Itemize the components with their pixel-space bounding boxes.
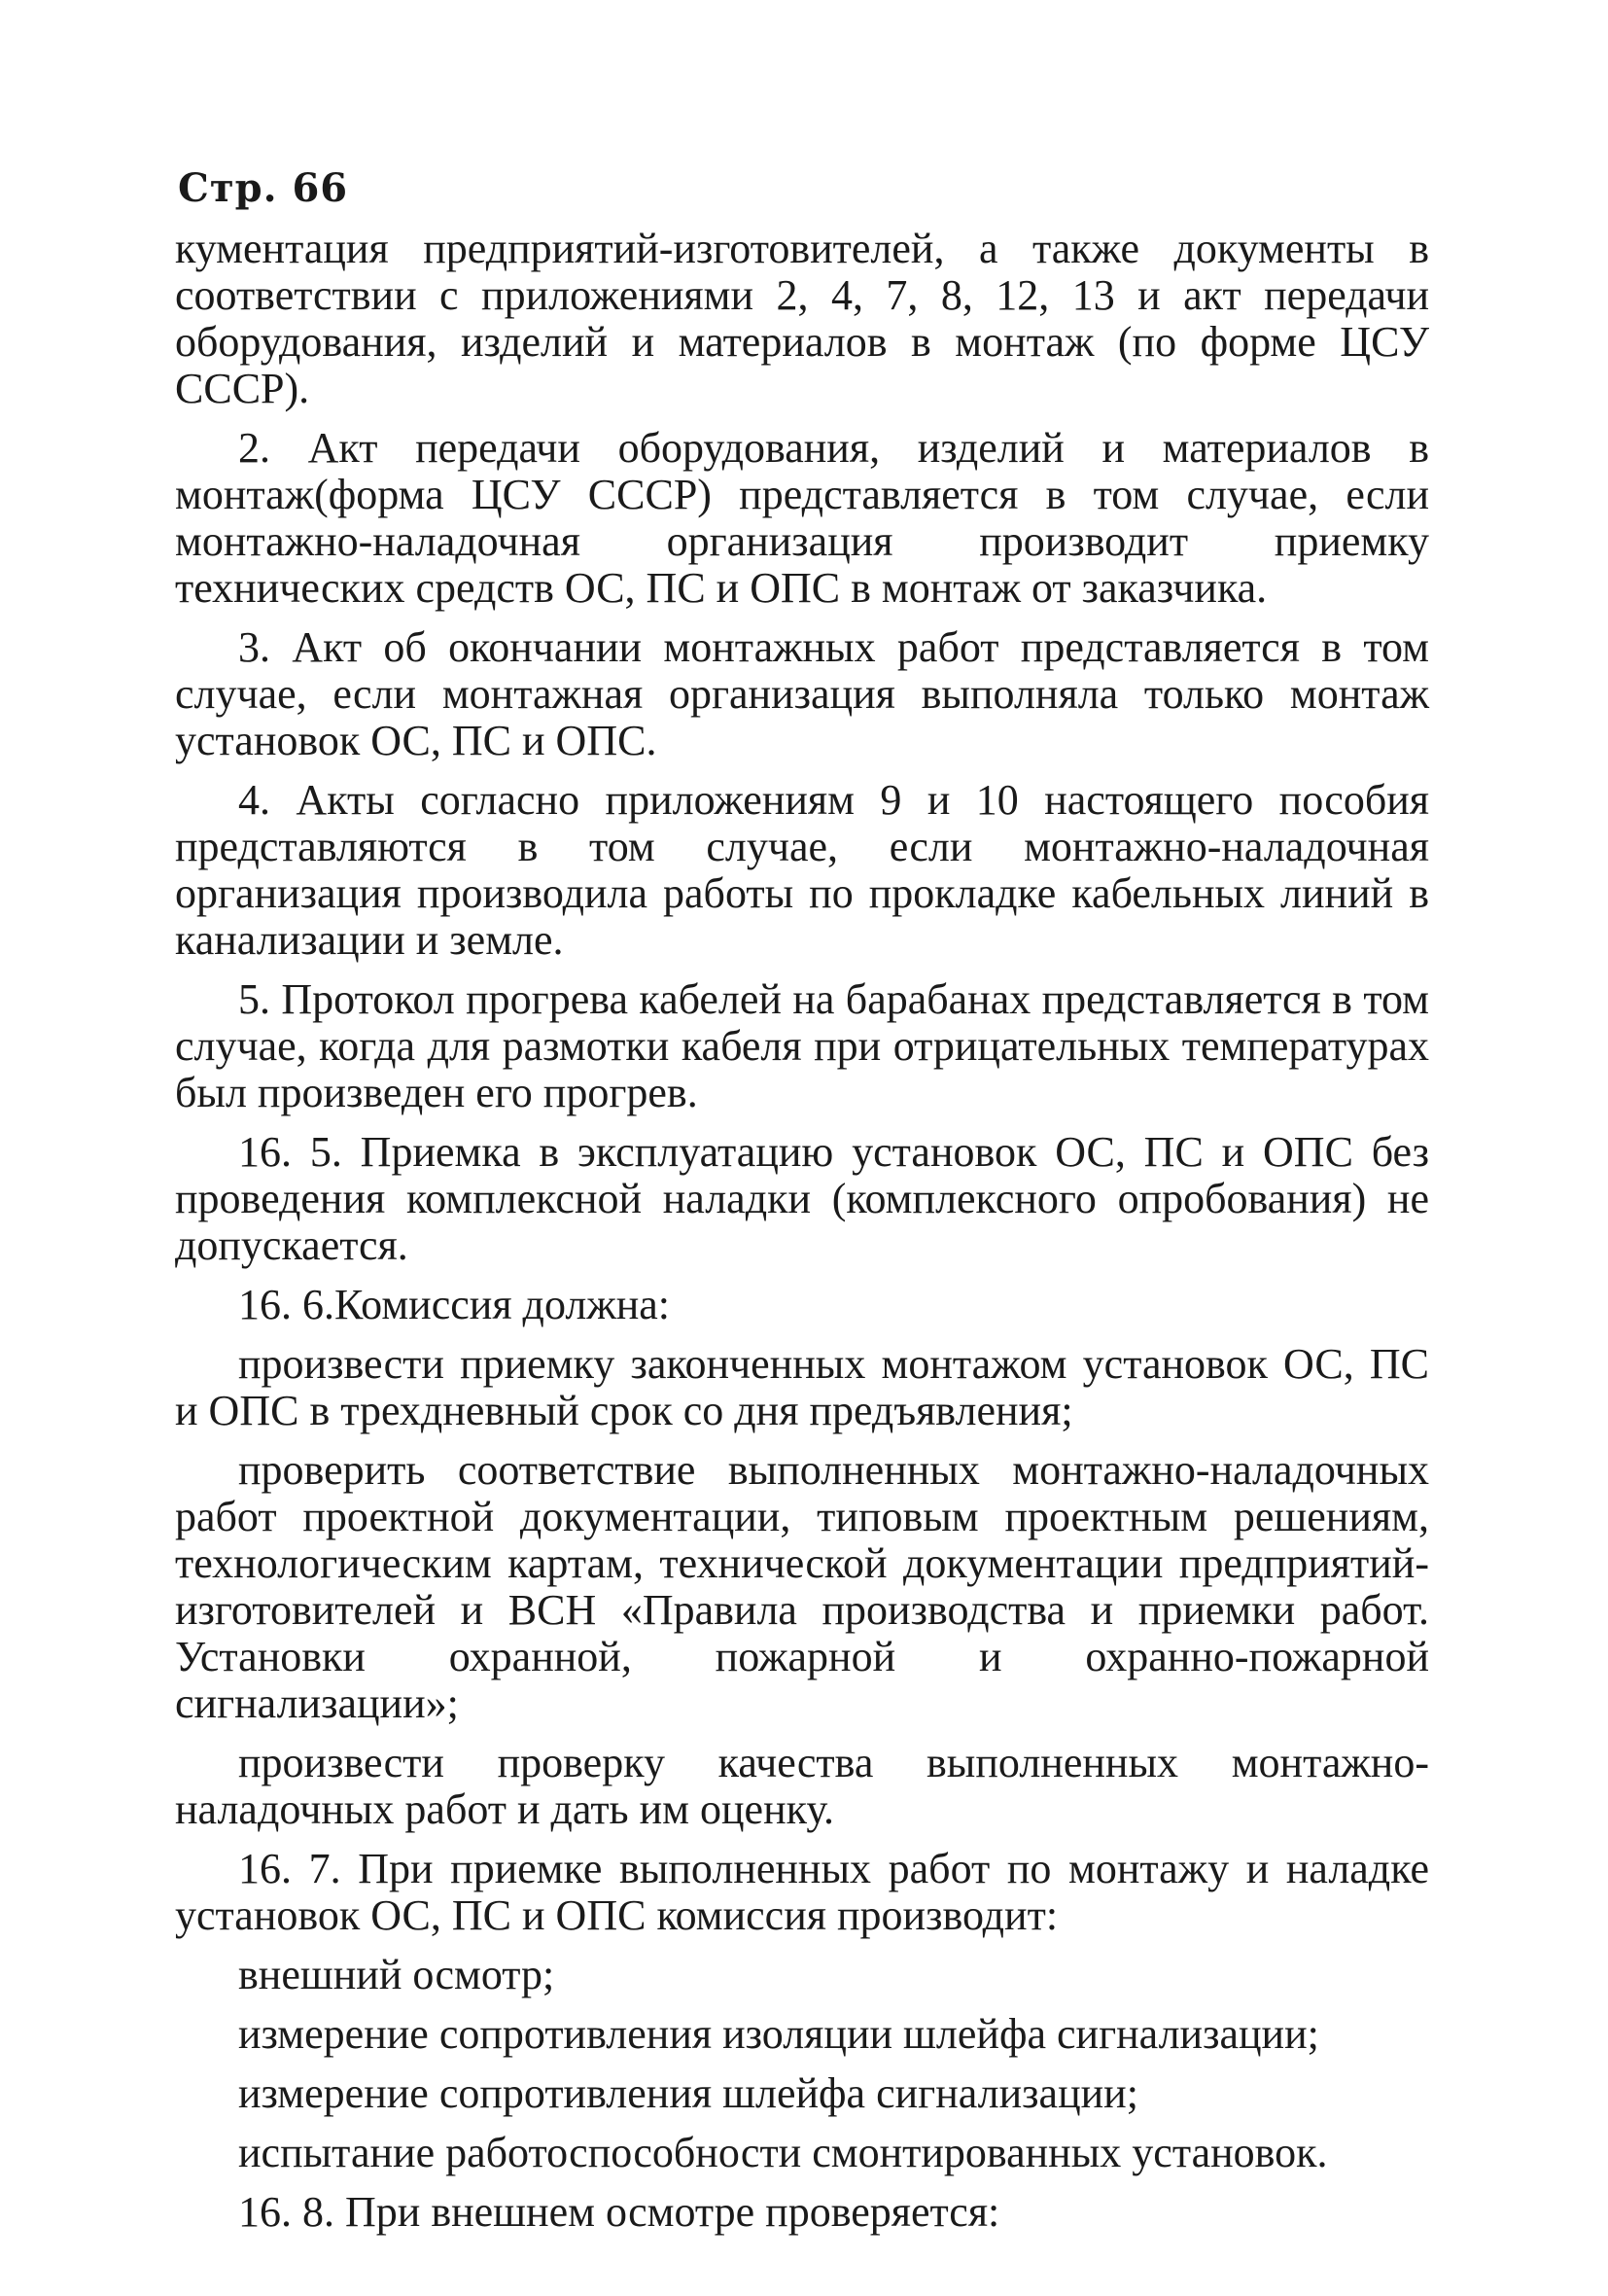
list-item-testing: испытание работоспособности смонтированных установок. [238, 2129, 1328, 2176]
paragraph-16-6: 16. 6.Комиссия должна: [238, 1281, 671, 1328]
paragraph-continuation: кументация предприятий-изготовителей, а также документы в соответствии с приложениями 2, 4, 7, 8, 12, 13 и акт передачи оборудования, изделий и материалов в монтаж (по форме ЦСУ СССР). [175, 225, 1429, 412]
paragraph-duty-verify: проверить соответствие выполненных монтажно-наладочных работ проектной документации, типовым проектным решениям, технологическим картам, технической документации предприятий-изготовителей и ВСН «Правила производства и приемки работ. Установки охранной, пожарной и охранно-пожарной сигнализации»; [175, 1446, 1429, 1727]
list-item-resistance: измерение сопротивления шлейфа сигнализации; [238, 2069, 1138, 2117]
paragraph-duty-quality: произвести проверку качества выполненных монтажно-наладочных работ и дать им оценку. [175, 1739, 1429, 1833]
body-text [175, 226, 1429, 2236]
list-item-inspection: внешний осмотр; [238, 1951, 555, 1998]
paragraph-item-5: 5. Протокол прогрева кабелей на барабанах представляется в том случае, когда для размотки кабеля при отрицательных температурах был произведен его прогрев. [175, 975, 1429, 1116]
list-item-insulation: измерение сопротивления изоляции шлейфа сигнализации; [238, 2010, 1319, 2058]
paragraph-16-5: 16. 5. Приемка в эксплуатацию установок ОС, ПС и ОПС без проведения комплексной наладки (комплексного опробования) не допускается. [175, 1128, 1429, 1269]
paragraph-16-8: 16. 8. При внешнем осмотре проверяется: [238, 2188, 1000, 2236]
paragraph-item-3: 3. Акт об окончании монтажных работ представляется в том случае, если монтажная организация выполняла только монтаж установок ОС, ПС и ОПС. [175, 623, 1429, 764]
paragraph-duty-accept: произвести приемку законченных монтажом установок ОС, ПС и ОПС в трехдневный срок со дня предъявления; [175, 1340, 1429, 1434]
paragraph-item-4: 4. Акты согласно приложениям 9 и 10 настоящего пособия представляются в том случае, если монтажно-наладочная организация производила работы по прокладке кабельных линий в канализации и земле. [175, 776, 1429, 964]
page-number-heading: Стр. 66 [178, 165, 349, 211]
paragraph-16-7: 16. 7. При приемке выполненных работ по монтажу и наладке установок ОС, ПС и ОПС комиссия производит: [175, 1845, 1429, 1939]
paragraph-item-2: 2. Акт передачи оборудования, изделий и материалов в монтаж(форма ЦСУ СССР) представляется в том случае, если монтажно-наладочная организация производит приемку технических средств ОС, ПС и ОПС в монтаж от заказчика. [175, 424, 1429, 612]
